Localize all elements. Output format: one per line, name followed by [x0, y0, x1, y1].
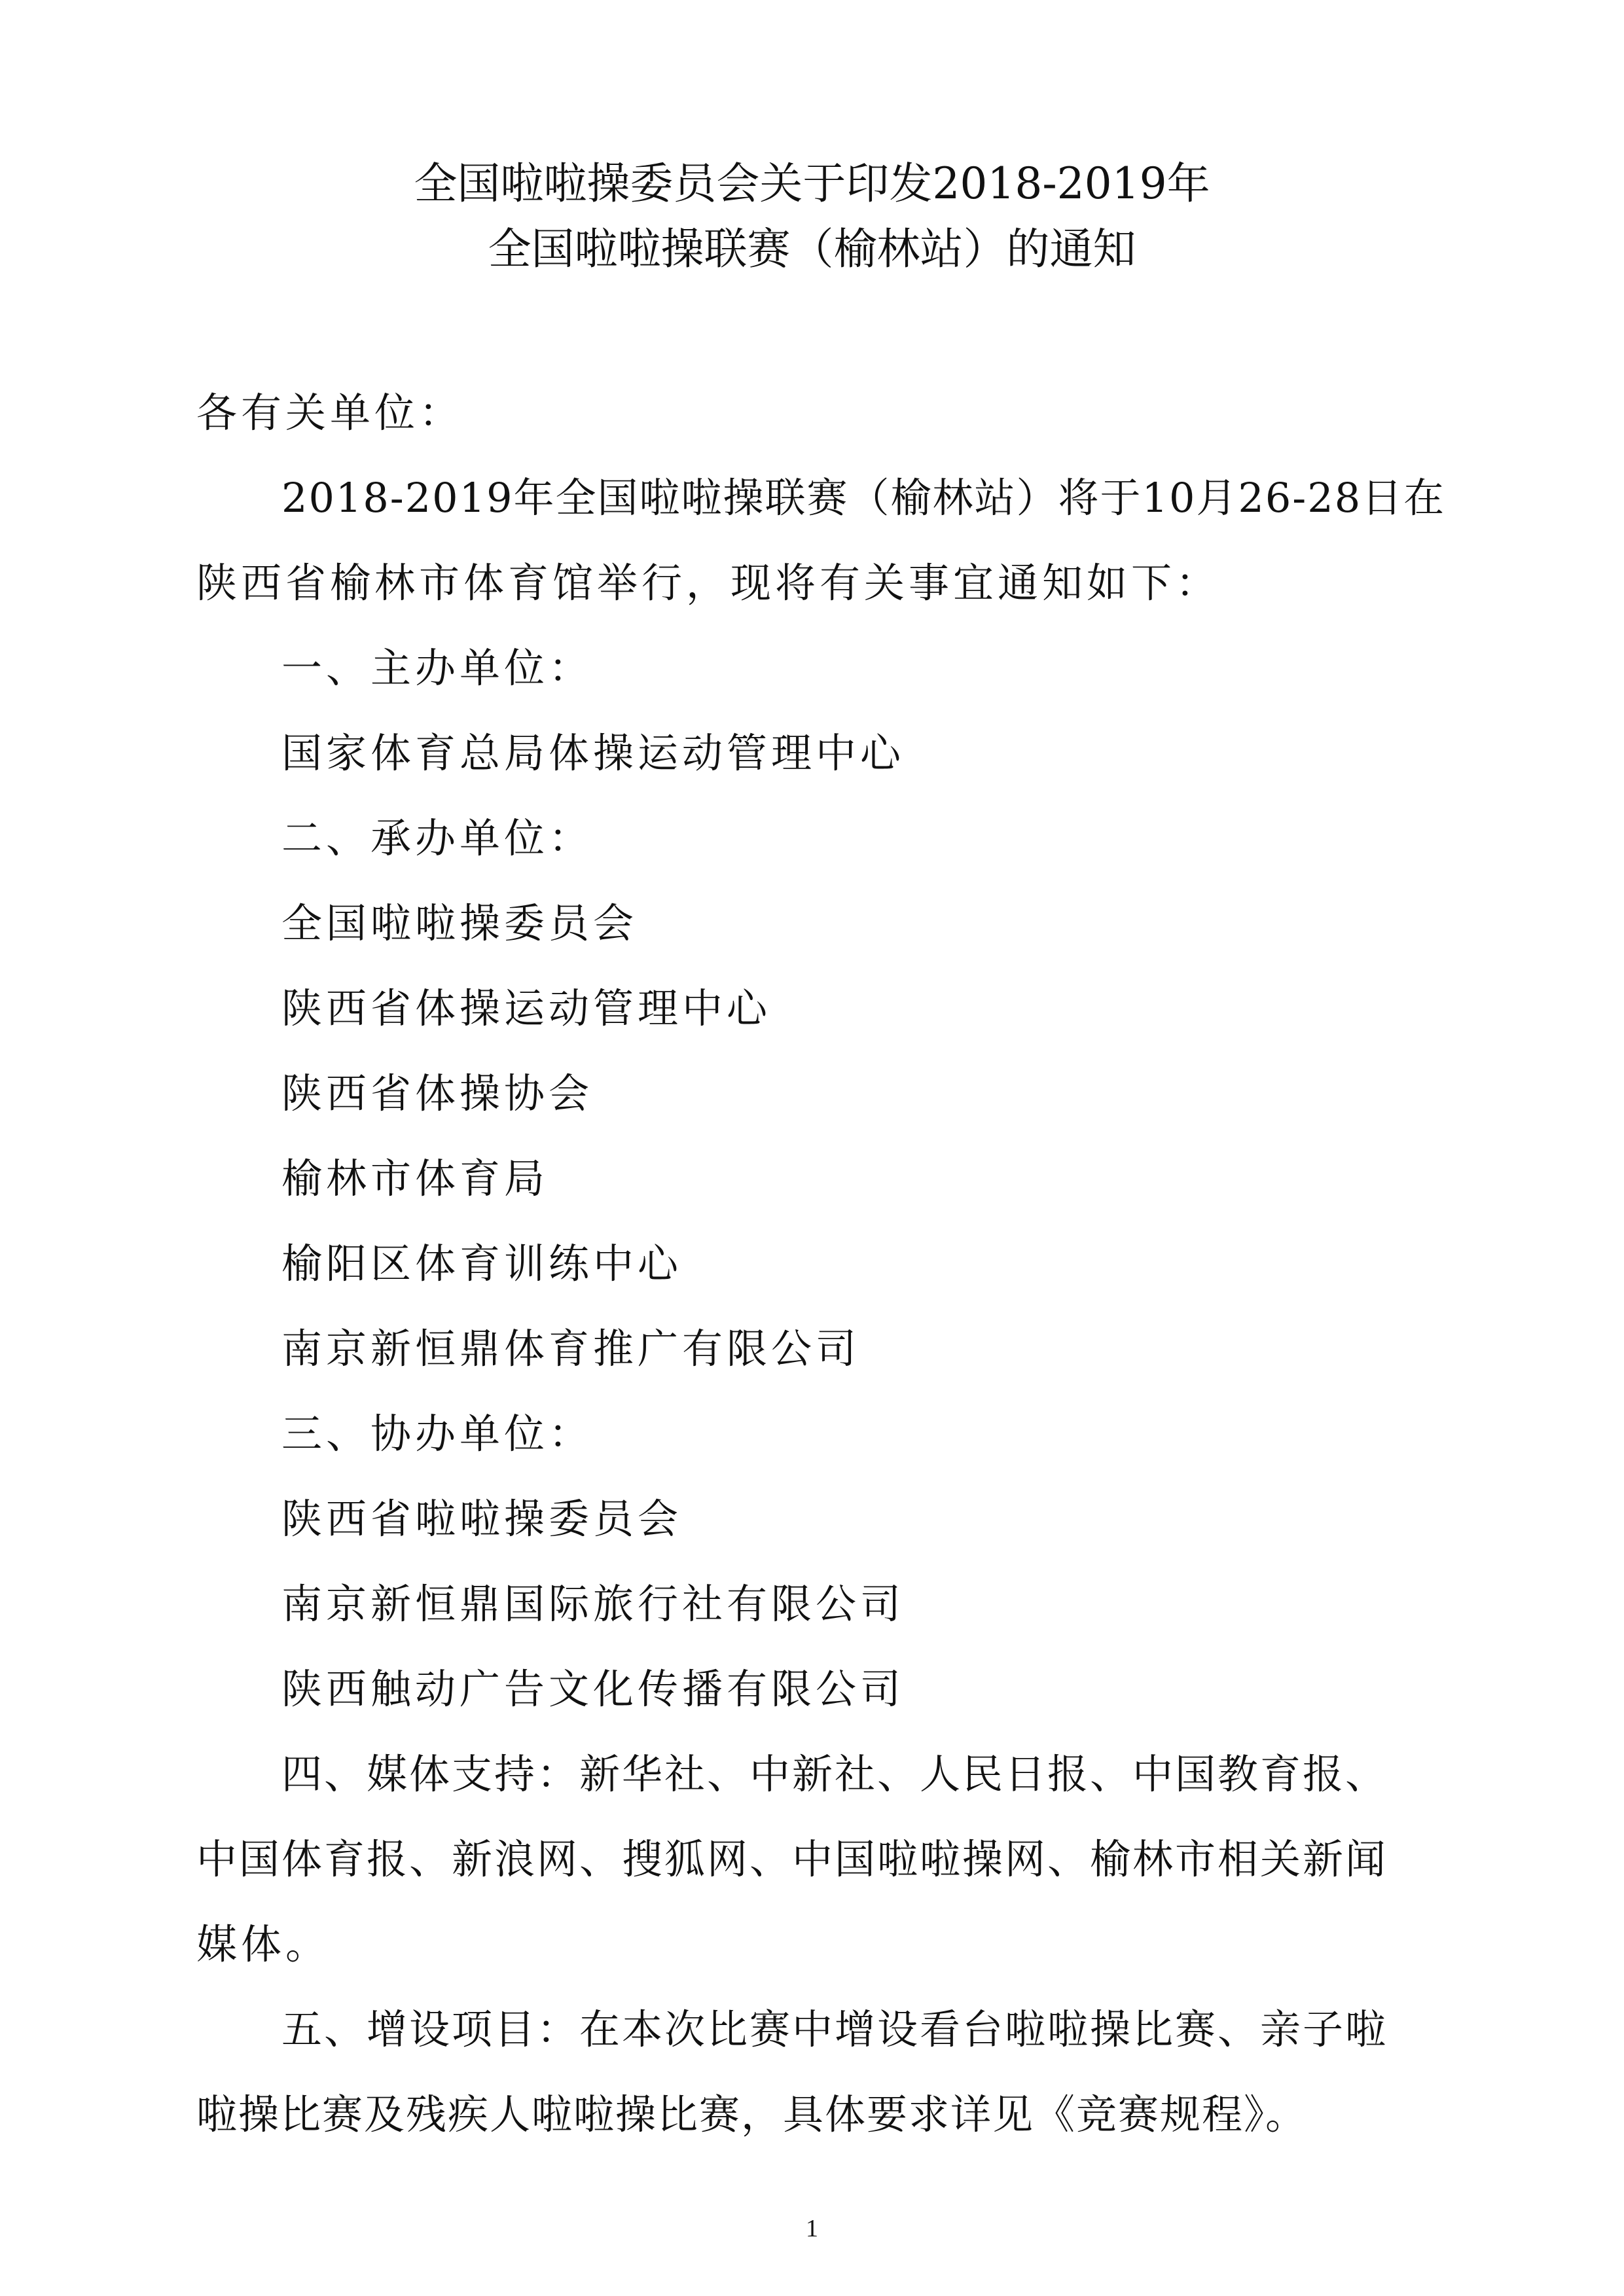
co-organizer-item: 南京新恒鼎国际旅行社有限公司 [281, 1580, 905, 1628]
section-4-line-1: 四、媒体支持：新华社、中新社、人民日报、中国教育报、 [281, 1750, 1388, 1798]
page-number: 1 [806, 2215, 818, 2242]
host-unit-item: 陕西省体操协会 [281, 1069, 594, 1117]
host-unit-item: 榆林市体育局 [281, 1155, 549, 1202]
section-4-line-2: 中国体育报、新浪网、搜狐网、中国啦啦操网、榆林市相关新闻 [196, 1835, 1388, 1883]
section-5-line-2: 啦操比赛及残疾人啦啦操比赛，具体要求详见《竞赛规程》。 [196, 2090, 1308, 2138]
section-2-heading: 二、承办单位： [281, 814, 594, 862]
host-unit-item: 陕西省体操运动管理中心 [281, 984, 772, 1032]
section-3-heading: 三、协办单位： [281, 1410, 594, 1458]
salutation: 各有关单位： [196, 389, 464, 437]
section-5-line-1: 五、增设项目：在本次比赛中增设看台啦啦操比赛、亲子啦 [281, 2005, 1388, 2053]
host-unit-item: 榆阳区体育训练中心 [281, 1240, 683, 1287]
co-organizer-item: 陕西省啦啦操委员会 [281, 1495, 683, 1543]
intro-paragraph-line-1: 2018-2019年全国啦啦操联赛（榆林站）将于10月26-28日在 [281, 474, 1446, 522]
document-title-line-2: 全国啦啦操联赛（榆林站）的通知 [488, 224, 1136, 274]
intro-paragraph-line-2: 陕西省榆林市体育馆举行，现将有关事宜通知如下： [196, 559, 1221, 607]
document-title-line-1: 全国啦啦操委员会关于印发2018-2019年 [414, 158, 1210, 209]
host-unit-item: 全国啦啦操委员会 [281, 899, 638, 947]
section-4-line-3: 媒体。 [196, 1920, 331, 1968]
co-organizer-item: 陕西触动广告文化传播有限公司 [281, 1665, 905, 1713]
host-unit-item: 南京新恒鼎体育推广有限公司 [281, 1325, 861, 1372]
organizer-item: 国家体育总局体操运动管理中心 [281, 729, 905, 777]
section-1-heading: 一、主办单位： [281, 644, 594, 692]
